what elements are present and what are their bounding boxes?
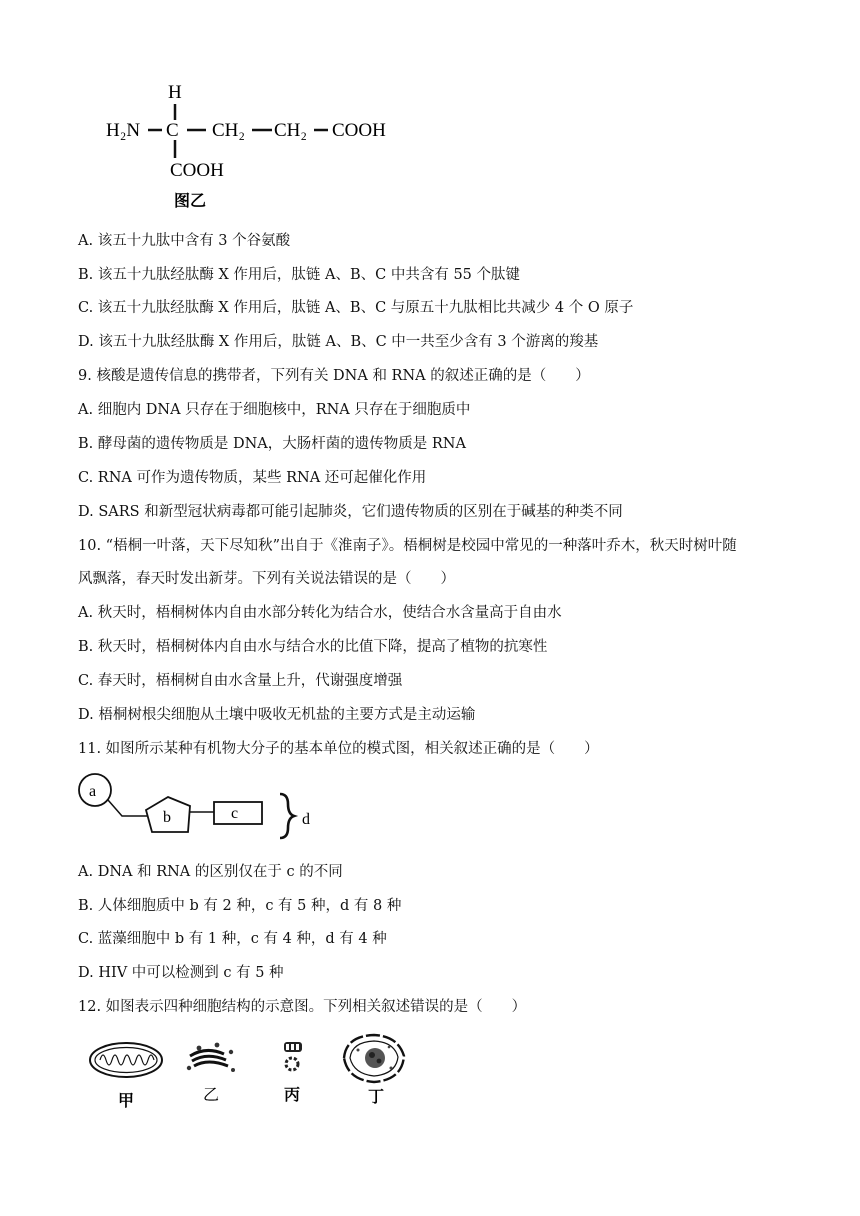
group-ch2-second: CH₂ bbox=[274, 120, 308, 141]
q11-option-a: A. DNA 和 RNA 的区别仅在于 c 的不同 bbox=[78, 864, 343, 880]
label-d: d bbox=[302, 811, 310, 828]
mitochondrion-drawing bbox=[90, 1043, 162, 1077]
q10-option-b: B. 秋天时，梧桐树体内自由水与结合水的比值下降，提高了植物的抗寒性 bbox=[78, 639, 548, 655]
nucleus-drawing bbox=[344, 1035, 404, 1082]
q8-option-b: B. 该五十九肽经肽酶 X 作用后，肽链 A、B、C 中共含有 55 个肽键 bbox=[78, 267, 521, 283]
figure-glutamate-structure bbox=[100, 78, 420, 218]
golgi-drawing bbox=[187, 1043, 235, 1072]
q11-option-d: D. HIV 中可以检测到 c 有 5 种 bbox=[78, 965, 284, 981]
q8-option-c: C. 该五十九肽经肽酶 X 作用后，肽链 A、B、C 与原五十九肽相比共减少 4 个 O 原子 bbox=[78, 300, 634, 316]
q9-option-a: A. 细胞内 DNA 只存在于细胞核中，RNA 只存在于细胞质中 bbox=[78, 402, 471, 418]
label-jia: 甲 bbox=[118, 1093, 135, 1110]
figure-cell-structures bbox=[86, 1030, 426, 1114]
group-cooh-bottom: COOH bbox=[170, 160, 224, 181]
q9-option-b: B. 酵母菌的遗传物质是 DNA，大肠杆菌的遗传物质是 RNA bbox=[78, 436, 466, 452]
label-a: a bbox=[89, 783, 97, 800]
centriole-drawing bbox=[284, 1042, 302, 1070]
atom-c: C bbox=[166, 120, 179, 141]
q10-stem-line1: 10. “梧桐一叶落，天下尽知秋”出自于《淮南子》。梧桐树是校园中常见的一种落叶乔木，秋天时树叶随 bbox=[78, 538, 737, 554]
label-c: c bbox=[231, 805, 239, 822]
label-yi: 乙 bbox=[203, 1087, 220, 1104]
group-cooh-right: COOH bbox=[332, 120, 386, 141]
q10-option-d: D. 梧桐树根尖细胞从土壤中吸收无机盐的主要方式是主动运输 bbox=[78, 707, 476, 723]
atom-h: H bbox=[168, 82, 182, 103]
q10-option-c: C. 春天时，梧桐树自由水含量上升，代谢强度增强 bbox=[78, 673, 403, 689]
q9-option-d: D. SARS 和新型冠状病毒都可能引起肺炎，它们遗传物质的区别在于碱基的种类不同 bbox=[78, 504, 623, 520]
figure-nucleotide-model bbox=[76, 770, 336, 842]
brace bbox=[280, 794, 294, 838]
figure-caption: 图乙 bbox=[174, 191, 207, 210]
group-h2n: H₂N bbox=[106, 120, 141, 141]
q8-option-d: D. 该五十九肽经肽酶 X 作用后，肽链 A、B、C 中一共至少含有 3 个游离的羧基 bbox=[78, 334, 599, 350]
q8-option-a: A. 该五十九肽中含有 3 个谷氨酸 bbox=[78, 233, 291, 249]
q10-stem-line2: 风飘落，春天时发出新芽。下列有关说法错误的是（ ） bbox=[78, 571, 455, 587]
label-ding: 丁 bbox=[368, 1089, 385, 1106]
q11-option-c: C. 蓝藻细胞中 b 有 1 种，c 有 4 种，d 有 4 种 bbox=[78, 931, 387, 947]
q9-option-c: C. RNA 可作为遗传物质，某些 RNA 还可起催化作用 bbox=[78, 470, 427, 486]
q10-option-a: A. 秋天时，梧桐树体内自由水部分转化为结合水，使结合水含量高于自由水 bbox=[78, 605, 562, 621]
q11-option-b: B. 人体细胞质中 b 有 2 种，c 有 5 种，d 有 8 种 bbox=[78, 898, 402, 914]
label-b: b bbox=[163, 809, 171, 826]
q12-stem: 12. 如图表示四种细胞结构的示意图。下列相关叙述错误的是（ ） bbox=[78, 999, 527, 1015]
q9-stem: 9. 核酸是遗传信息的携带者，下列有关 DNA 和 RNA 的叙述正确的是（ ） bbox=[78, 368, 590, 384]
group-ch2-first: CH₂ bbox=[212, 120, 246, 141]
label-bing: 丙 bbox=[284, 1087, 301, 1104]
q11-stem: 11. 如图所示某种有机物大分子的基本单位的模式图，相关叙述正确的是（ ） bbox=[78, 741, 599, 757]
